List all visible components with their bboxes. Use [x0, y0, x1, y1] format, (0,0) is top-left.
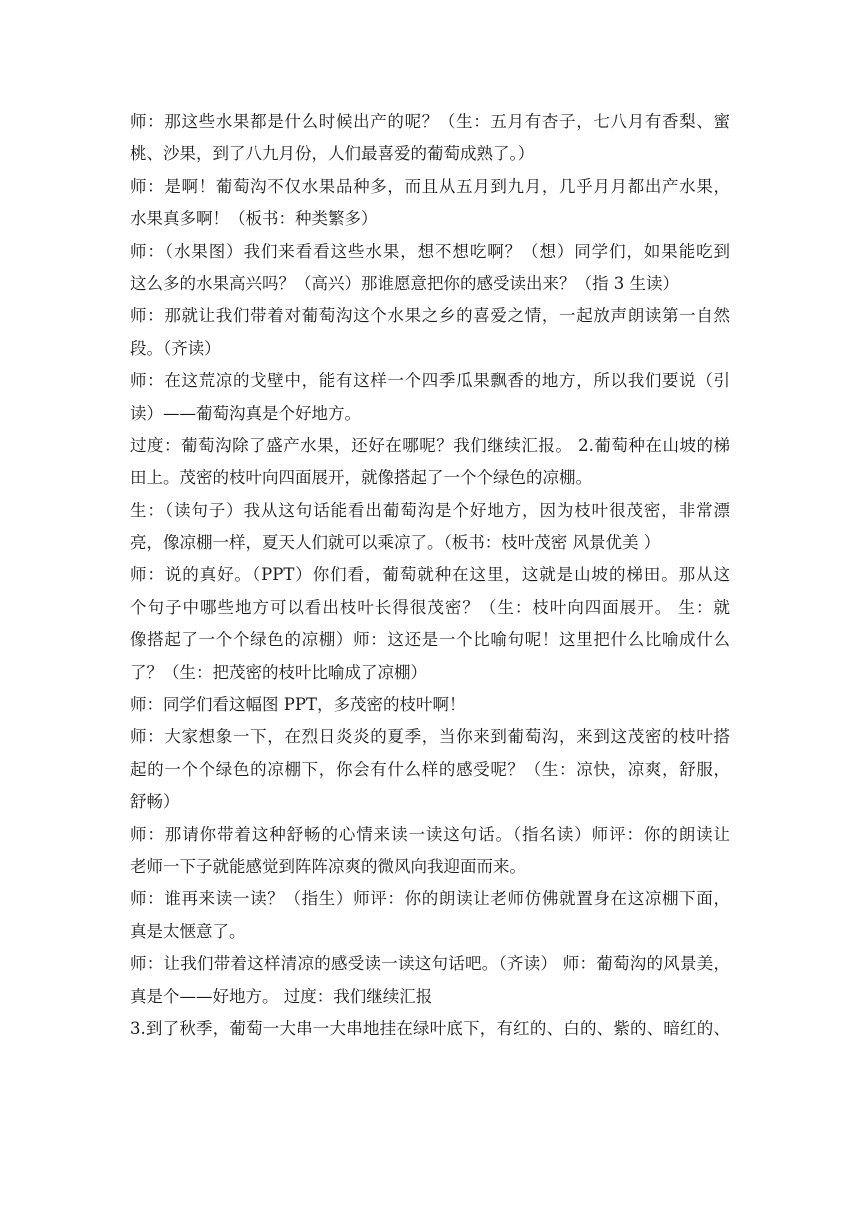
text-line: 3.到了秋季，葡萄一大串一大串地挂在绿叶底下，有红的、白的、紫的、暗红的、: [130, 1018, 730, 1038]
text-line: 师：大家想象一下，在烈日炎炎的夏季，当你来到葡萄沟，来到这茂密的枝叶搭: [130, 727, 730, 747]
paragraph: [130, 106, 730, 171]
text-line: 这么多的水果高兴吗？（高兴）那谁愿意把你的感受读出来？（指 3 生读）: [130, 273, 679, 293]
paragraph: [130, 948, 730, 1013]
text-line: 了？（生：把茂密的枝叶比喻成了凉棚）: [130, 662, 427, 682]
paragraph: [130, 300, 730, 365]
document-body: [130, 106, 730, 1045]
paragraph: [130, 171, 730, 236]
text-line: 真是个——好地方。 过度：我们继续汇报: [130, 986, 433, 1006]
paragraph: [130, 236, 730, 301]
text-line: 师：那就让我们带着对葡萄沟这个水果之乡的喜爱之情，一起放声朗读第一自然: [130, 306, 730, 326]
text-line: 田上。茂密的枝叶向四面展开，就像搭起了一个个绿色的凉棚。: [130, 468, 592, 488]
paragraph: [130, 430, 730, 495]
text-line: 老师一下子就能感觉到阵阵凉爽的微风向我迎面而来。: [130, 856, 526, 876]
text-line: 亮，像凉棚一样，夏天人们就可以乘凉了。（板书：枝叶茂密 风景优美 ）: [130, 533, 661, 553]
text-line: 像搭起了一个个绿色的凉棚）师：这还是一个比喻句呢！这里把什么比喻成什么: [130, 630, 730, 650]
text-line: 桃、沙果，到了八九月份，人们最喜爱的葡萄成熟了。）: [130, 144, 535, 164]
text-line: 师：在这荒凉的戈壁中，能有这样一个四季瓜果飘香的地方，所以我们要说（引: [130, 371, 730, 391]
text-line: 起的一个个绿色的凉棚下，你会有什么样的感受呢？（生：凉快，凉爽，舒服，: [130, 759, 730, 779]
paragraph: [130, 819, 730, 884]
paragraph: [130, 883, 730, 948]
text-line: 真是太惬意了。: [130, 921, 246, 941]
text-line: 段。（齐读）: [130, 338, 221, 358]
paragraph: [130, 721, 730, 818]
text-line: 师：（水果图）我们来看看这些水果，想不想吃啊？（想）同学们，如果能吃到: [130, 241, 730, 261]
text-line: 师：让我们带着这样清凉的感受读一读这句话吧。（齐读） 师：葡萄沟的风景美，: [130, 954, 730, 974]
text-line: 师：那请你带着这种舒畅的心情来读一读这句话。（指名读）师评：你的朗读让: [130, 824, 730, 844]
text-line: 师：谁再来读一读？（指生）师评：你的朗读让老师仿佛就置身在这凉棚下面，: [130, 889, 730, 909]
text-line: 师：说的真好。（PPT）你们看，葡萄就种在这里，这就是山坡的梯田。那从这: [130, 565, 730, 585]
paragraph: [130, 365, 730, 430]
paragraph: [130, 1013, 730, 1045]
text-line: 师：那这些水果都是什么时候出产的呢？（生：五月有杏子，七八月有香梨、蜜: [130, 112, 730, 131]
text-line: 过度：葡萄沟除了盛产水果，还好在哪呢？我们继续汇报。 2.葡萄种在山坡的梯: [130, 435, 730, 455]
text-line: 师：同学们看这幅图 PPT，多茂密的枝叶啊！: [130, 695, 466, 715]
text-line: 个句子中哪些地方可以看出枝叶长得很茂密？（生：枝叶向四面展开。 生：就: [130, 597, 730, 617]
text-line: 读）——葡萄沟真是个好地方。: [130, 403, 361, 423]
text-line: 舒畅）: [130, 792, 180, 812]
paragraph: [130, 495, 730, 560]
text-line: 师：是啊！葡萄沟不仅水果品种多，而且从五月到九月，几乎月月都出产水果，: [130, 176, 730, 196]
text-line: 水果真多啊！（板书：种类繁多）: [130, 209, 378, 229]
paragraph: [130, 689, 730, 721]
paragraph: [130, 559, 730, 689]
text-line: 生：（读句子）我从这句话能看出葡萄沟是个好地方，因为枝叶很茂密，非常漂: [130, 500, 730, 520]
